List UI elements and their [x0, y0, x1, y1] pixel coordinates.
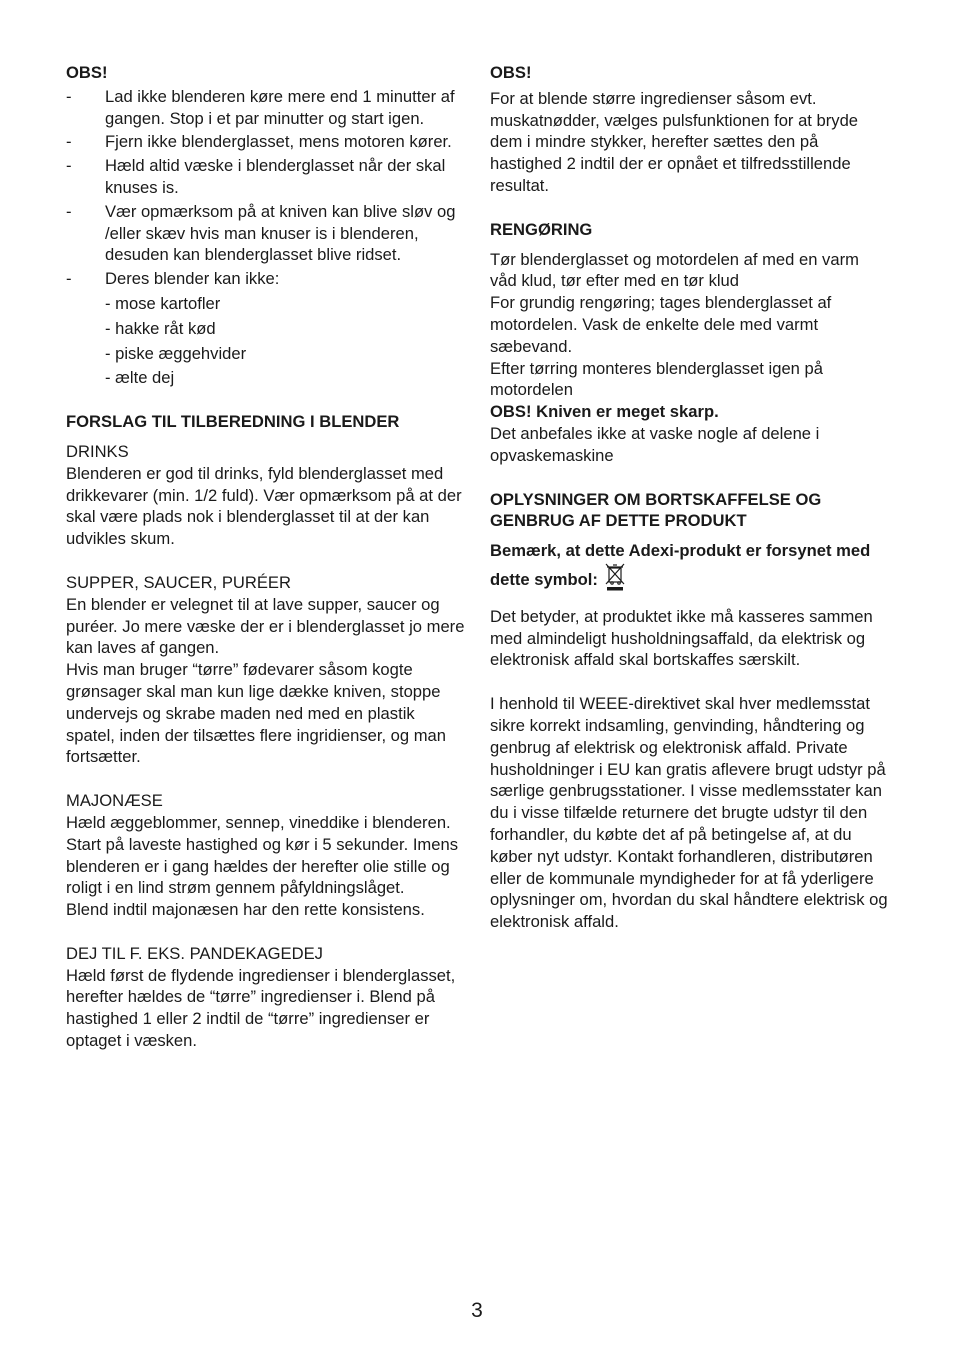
right-column: [490, 62, 890, 933]
dej-heading: DEJ TIL F. EKS. PANDEKAGEDEJ: [66, 943, 323, 963]
page-number: 3: [471, 1299, 483, 1322]
disposal-heading: OPLYSNINGER OM BORTSKAFFELSE OG GENBRUG AF DETTE PRODUKT: [490, 489, 822, 531]
list-item: - Deres blender kan ikke:: [66, 269, 280, 289]
majo-text-1: Hæld æggeblommer, sennep, vineddike i blenderen. Start på laveste hastighed og kør i 5 sekunder. Imens blenderen er i gang hældes der herefter olie stille og roligt i en lind strøm gennem påfyldningslåget.: [66, 812, 459, 898]
disposal-text-2: I henhold til WEEE-direktivet skal hver medlemsstat sikre korrekt indsamling, genvinding, håndtering og genbrug af elektrisk og elektronisk affald. Private husholdninger i EU kan gratis aflevere brugt udstyr på særlige genbrugsstationer. I visse medlemsstater kan du i visse tilfælde returnere det brugte udstyr til den forhandler, du købte det af på betingelse af, at du køber nyt udstyr. Kontakt forhandleren, distributøren eller de kommunale myndigheder for at få yderligere oplysninger om, hvordan du skal håndtere elektrisk og elektronisk affald.: [490, 694, 888, 932]
disposal-text-1: Det betyder, at produktet ikke må kasseres sammen med almindeligt husholdningsaffald, da elektrisk og elektronisk affald skal bortskaffes særskilt.: [490, 606, 873, 670]
symbol-note: Bemærk, at dette Adexi-produkt er forsynet med dette symbol:: [490, 540, 890, 598]
list-item: - Vær opmærksom på at kniven kan blive sløv og /eller skæv hvis man knuser is i blenderen, desuden kan blenderglasset blive ridset.: [66, 201, 456, 265]
list-item: - Fjern ikke blenderglasset, mens motoren kører.: [66, 132, 452, 152]
forslag-heading: FORSLAG TIL TILBEREDNING I BLENDER: [66, 412, 400, 432]
rengoring-heading: RENGØRING: [490, 219, 593, 239]
dej-text: Hæld først de flydende ingredienser i blenderglasset, herefter hældes de “tørre” ingredienser i. Blend på hastighed 1 eller 2 indtil de “tørre” ingredienser er optaget i væsken.: [66, 965, 456, 1051]
sub-list-item: - hakke råt kød: [105, 318, 216, 338]
drinks-text: Blenderen er god til drinks, fyld blenderglasset med drikkevarer (min. 1/2 fuld). Vær opmærksom på at der skal være plads nok i blenderglasset til at der kan udvikles skum.: [66, 463, 462, 549]
list-item: - Lad ikke blenderen køre mere end 1 minutter af gangen. Stop i et par minutter og start igen.: [66, 86, 455, 128]
sub-list-item: - mose kartofler: [105, 293, 221, 313]
rengoring-text-1: Tør blenderglasset og motordelen af med en varm våd klud, tør efter med en tør klud: [490, 249, 859, 291]
obs-heading-right: OBS!: [490, 63, 532, 82]
rengoring-warning: OBS! Kniven er meget skarp.: [490, 402, 719, 422]
obs-heading: OBS!: [66, 63, 108, 82]
weee-crossed-bin-icon: [604, 562, 626, 598]
rengoring-text-3: Efter tørring monteres blenderglasset igen på motordelen: [490, 358, 823, 400]
sub-list-item: - ælte dej: [105, 368, 175, 388]
rengoring-text-4: Det anbefales ikke at vaske nogle af delene i opvaskemaskine: [490, 423, 820, 465]
obs-text: For at blende større ingredienser såsom evt. muskatnødder, vælges pulsfunktionen for at bryde dem i mindre stykker, herefter sættes den på hastighed 2 indtil der er opnået et tilfredsstillende resultat.: [490, 88, 859, 195]
supper-heading: SUPPER, SAUCER, PURÉER: [66, 572, 291, 592]
drinks-heading: DRINKS: [66, 441, 129, 461]
obs-list: [66, 86, 466, 389]
supper-text-1: En blender er velegnet til at lave supper, saucer og puréer. Jo mere væske der er i blenderglasset jo mere kan laves af gangen.: [66, 594, 465, 658]
sub-list-item: - piske æggehvider: [105, 343, 247, 363]
majo-text-2: Blend indtil majonæsen har den rette konsistens.: [66, 900, 425, 920]
majo-heading: MAJONÆSE: [66, 791, 163, 811]
list-item: - Hæld altid væske i blenderglasset når der skal knuses is.: [66, 156, 446, 197]
supper-text-2: Hvis man bruger “tørre” fødevarer såsom kogte grønsager skal man kun lige dække kniven, stoppe undervejs og skrabe maden ned med en plastik spatel, inden der tilsættes flere ingridienser, og man fortsætter.: [66, 660, 447, 767]
left-column: [66, 62, 466, 1052]
rengoring-text-2: For grundig rengøring; tages blenderglasset af motordelen. Vask de enkelte dele med varmt sæbevand.: [490, 293, 832, 356]
